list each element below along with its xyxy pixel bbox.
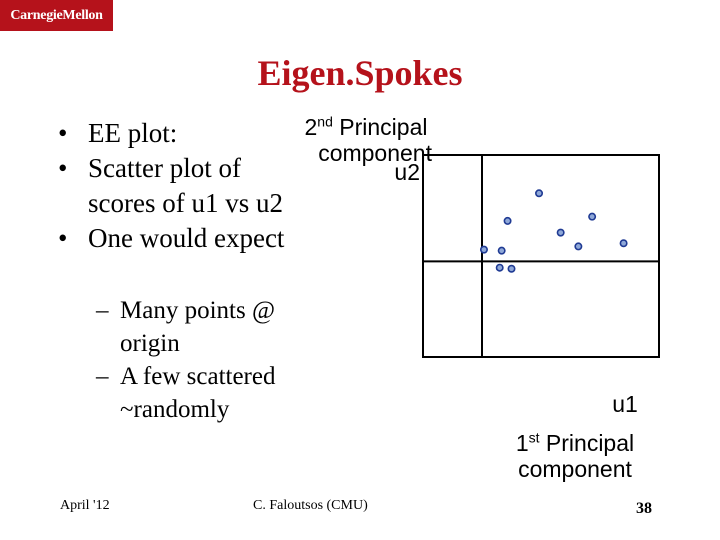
subbullet-text: origin bbox=[120, 330, 180, 357]
scatter-plot bbox=[422, 154, 662, 364]
page-number: 38 bbox=[636, 500, 652, 517]
bullet-text: scores of u1 vs u2 bbox=[88, 188, 283, 218]
y-axis-label-line1 bbox=[290, 114, 440, 140]
bullet-text: Scatter plot of bbox=[88, 153, 241, 183]
bullet-dot: • bbox=[58, 118, 68, 148]
university-logo bbox=[0, 0, 113, 31]
scatter-point bbox=[575, 243, 581, 249]
scatter-point bbox=[504, 218, 510, 224]
subbullet-text: ~randomly bbox=[120, 396, 230, 423]
scatter-point bbox=[557, 229, 563, 235]
scatter-point bbox=[536, 190, 542, 196]
subbullet-dash: – bbox=[96, 297, 109, 324]
bullet-item bbox=[58, 151, 284, 186]
y-axis-name: u2 bbox=[394, 159, 420, 185]
y-axis-ordinal: 2 bbox=[304, 114, 318, 140]
bullet-list bbox=[58, 116, 284, 256]
y-axis-line1: Principal bbox=[339, 114, 428, 140]
scatter-points bbox=[481, 190, 627, 272]
subbullet-item bbox=[96, 294, 275, 327]
x-axis-name: u1 bbox=[612, 391, 638, 417]
bullet-item bbox=[58, 116, 284, 151]
logo-text: CarnegieMellon bbox=[10, 7, 103, 23]
plot-frame bbox=[423, 155, 659, 357]
bullet-text: One would expect bbox=[88, 223, 285, 253]
subbullet-continuation bbox=[96, 393, 275, 426]
slide-title: Eigen.Spokes bbox=[257, 53, 463, 93]
y-axis-ordinal-suffix: nd bbox=[317, 113, 333, 130]
bullet-item bbox=[58, 221, 284, 256]
subbullet-text: Many points @ bbox=[120, 297, 275, 324]
bullet-continuation bbox=[58, 186, 284, 221]
scatter-point bbox=[620, 240, 626, 246]
x-axis-ordinal-suffix: st bbox=[528, 429, 540, 446]
subbullet-item bbox=[96, 360, 275, 393]
x-axis-label-line1 bbox=[495, 430, 655, 456]
footer-date: April '12 bbox=[60, 498, 110, 513]
x-axis-label bbox=[495, 430, 655, 482]
x-axis-line2: component bbox=[518, 456, 632, 482]
scatter-point bbox=[497, 264, 503, 270]
x-axis-ordinal: 1 bbox=[515, 430, 529, 456]
y-axis-line2: component bbox=[318, 140, 432, 166]
subbullet-dash: – bbox=[96, 363, 109, 390]
footer-author: C. Faloutsos (CMU) bbox=[253, 498, 368, 513]
bullet-dot: • bbox=[58, 223, 68, 253]
x-axis-line1: Principal bbox=[545, 430, 635, 456]
bullet-dot: • bbox=[58, 153, 68, 183]
subbullet-text: A few scattered bbox=[120, 363, 276, 390]
bullet-text: EE plot: bbox=[88, 118, 178, 148]
subbullet-continuation bbox=[96, 327, 275, 360]
scatter-point bbox=[589, 213, 595, 219]
scatter-point bbox=[481, 246, 487, 252]
scatter-point bbox=[498, 247, 504, 253]
scatter-point bbox=[508, 266, 514, 272]
subbullet-list bbox=[96, 294, 275, 426]
y-axis-label bbox=[290, 114, 440, 185]
